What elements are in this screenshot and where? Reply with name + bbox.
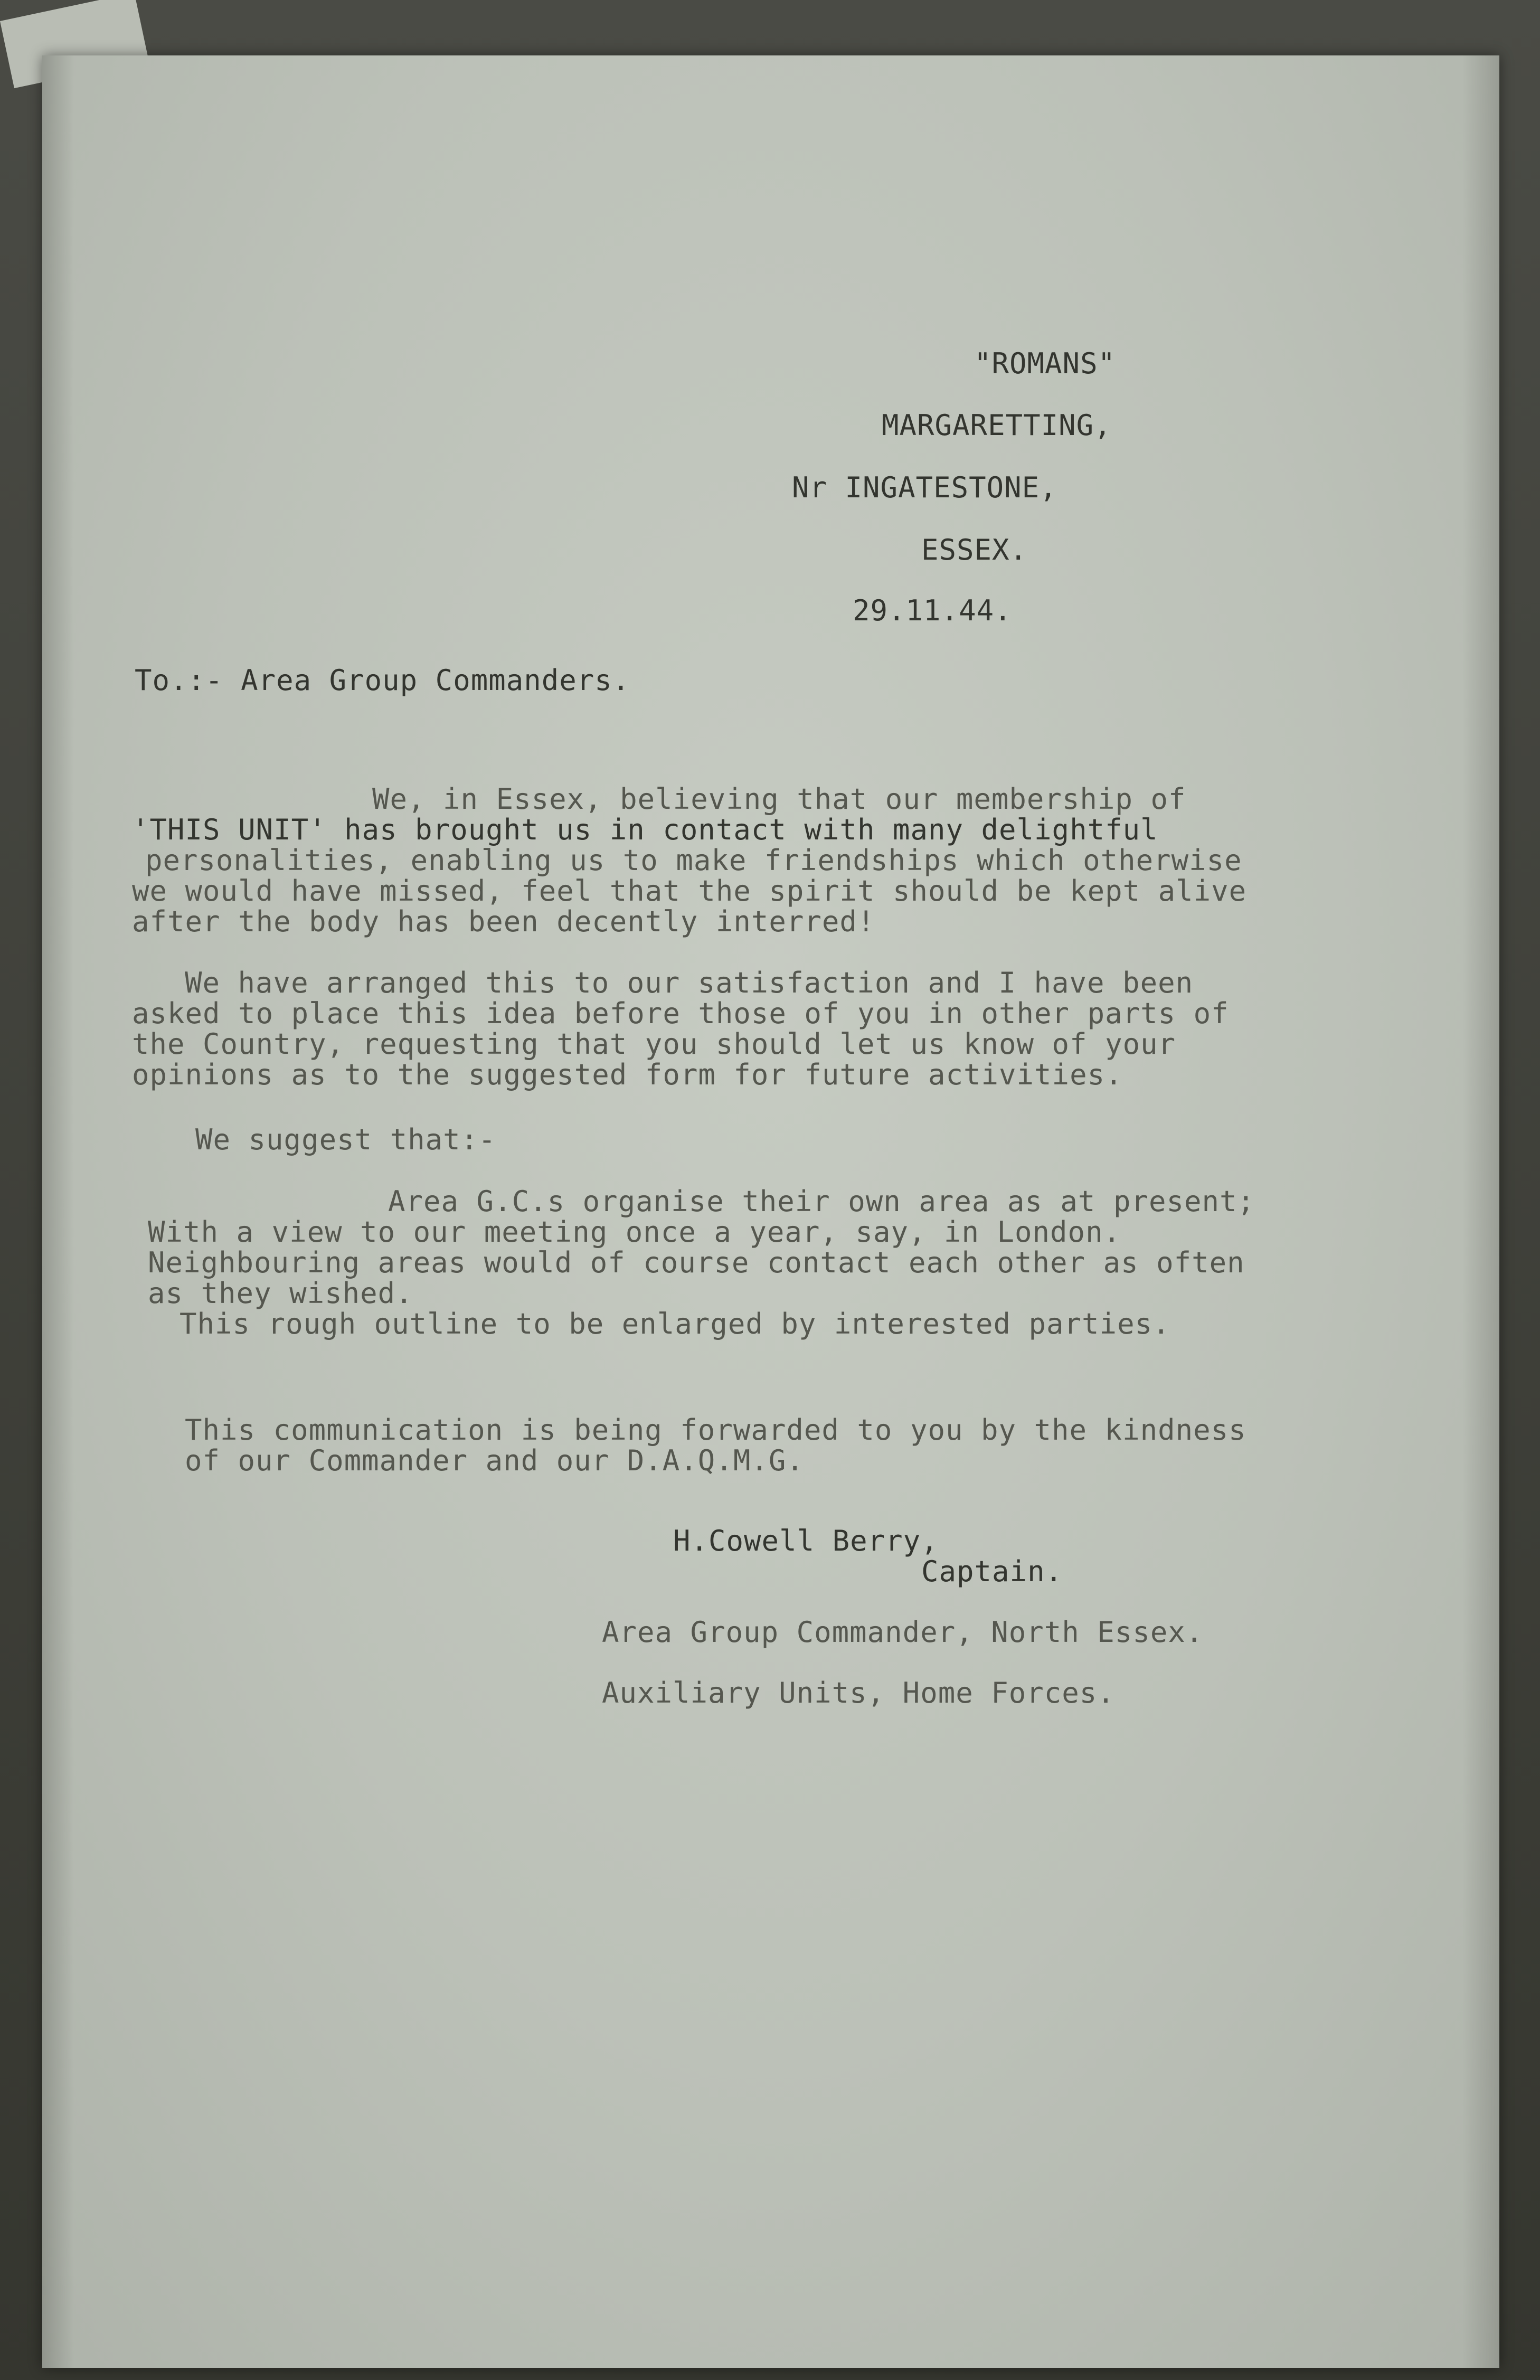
signatory-title-1: Area Group Commander, North Essex.	[602, 1616, 1204, 1649]
para2-line: opinions as to the suggested form for future activities.	[132, 1058, 1123, 1091]
signatory-name: H.Cowell Berry,	[673, 1524, 939, 1557]
para3-line: Neighbouring areas would of course contact each other as often	[148, 1246, 1245, 1279]
address-village: MARGARETTING,	[882, 409, 1112, 442]
para1-line: we would have missed, feel that the spirit should be kept alive	[132, 874, 1247, 908]
recipient-line: To.:- Area Group Commanders.	[135, 664, 630, 697]
para1-line: personalities, enabling us to make friendships which otherwise	[145, 844, 1242, 877]
para4-line: This communication is being forwarded to you by the kindness	[185, 1413, 1246, 1447]
suggest-intro: We suggest that:-	[195, 1123, 496, 1156]
para3-line: This rough outline to be enlarged by interested parties.	[179, 1307, 1170, 1340]
letter-page	[42, 55, 1499, 2368]
para2-line: We have arranged this to our satisfaction and I have been	[185, 966, 1194, 999]
paragraph-4	[185, 1415, 1246, 1476]
address-town: Nr INGATESTONE,	[792, 471, 1057, 504]
para2-line: the Country, requesting that you should let us know of your	[132, 1027, 1176, 1061]
para4-line: of our Commander and our D.A.Q.M.G.	[185, 1444, 804, 1477]
para3-line: as they wished.	[148, 1277, 413, 1310]
para1-line: after the body has been decently interred!	[132, 905, 875, 938]
address-county: ESSEX.	[921, 533, 1028, 566]
paragraph-2	[132, 968, 1229, 1090]
para1-line: 'THIS UNIT' has brought us in contact with many delightful	[132, 813, 1158, 846]
signatory-title-2: Auxiliary Units, Home Forces.	[602, 1676, 1115, 1710]
letter-date: 29.11.44.	[853, 594, 1012, 627]
para1-line: We, in Essex, believing that our membership of	[372, 782, 1186, 816]
para3-line: Area G.C.s organise their own area as at present;	[388, 1185, 1255, 1218]
para3-line: With a view to our meeting once a year, say, in London.	[148, 1215, 1121, 1249]
paragraph-1	[132, 784, 1246, 937]
address-house: "ROMANS"	[974, 347, 1116, 380]
signatory-rank: Captain.	[921, 1555, 1063, 1588]
para2-line: asked to place this idea before those of you in other parts of	[132, 997, 1229, 1030]
paragraph-3	[148, 1186, 1255, 1339]
